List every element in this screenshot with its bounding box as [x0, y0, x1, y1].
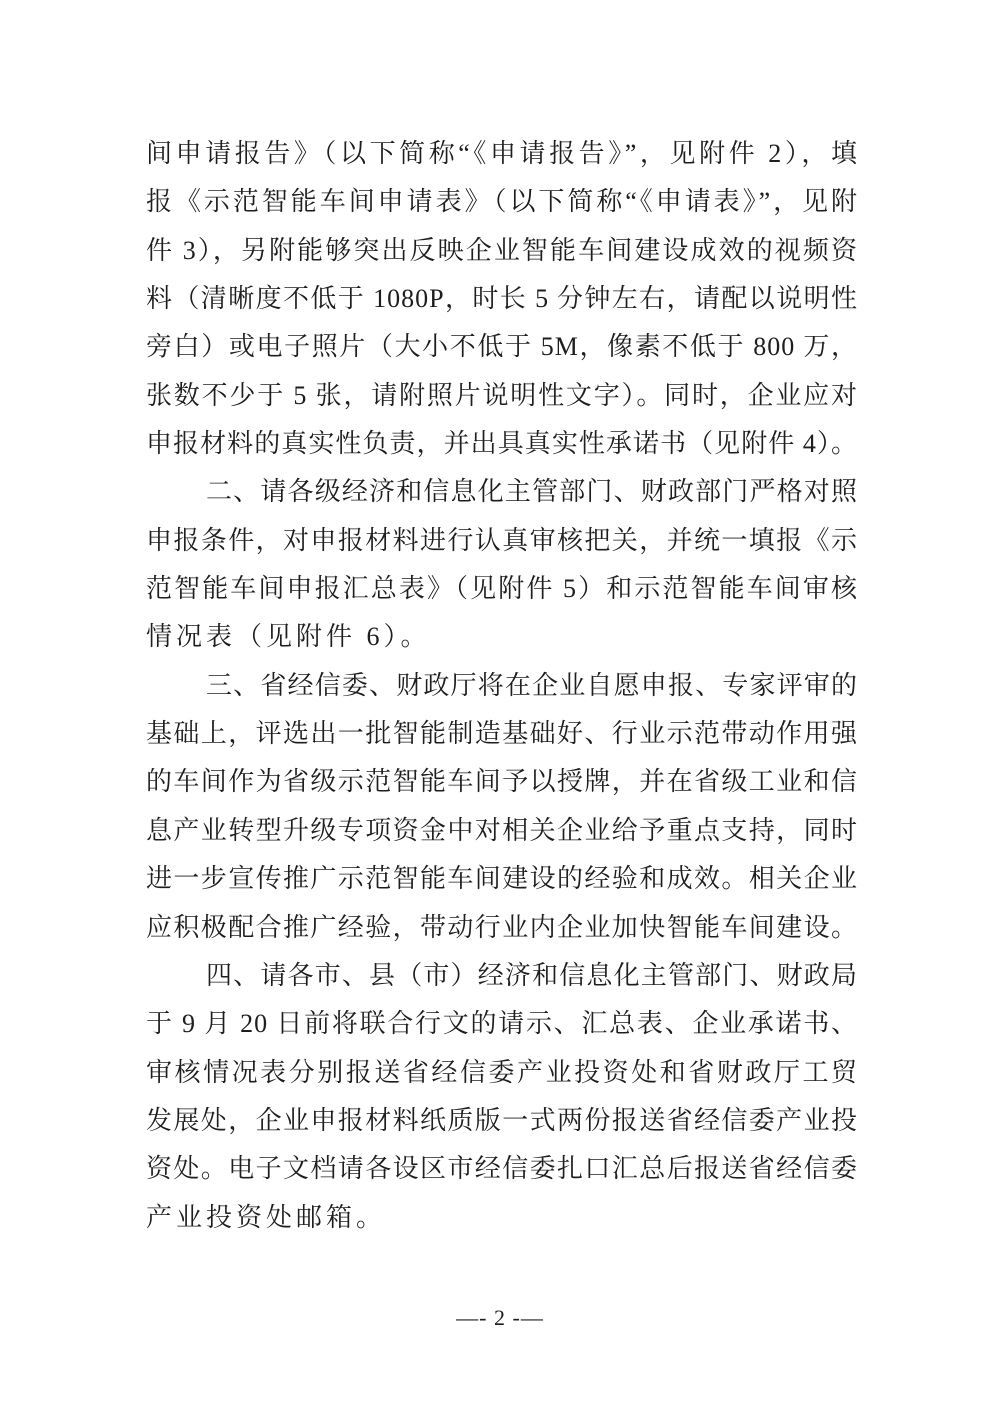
- text-line: 应积极配合推广经验，带动行业内企业加快智能车间建设。: [146, 912, 858, 942]
- paragraph-end-line: 情况表（见附件 6）。: [146, 622, 431, 652]
- text-line: 旁白）或电子照片（大小不低于 5M，像素不低于 800 万，: [146, 332, 858, 362]
- text-line: 资处。电子文档请各设区市经信委扎口汇总后报送省经信委: [146, 1154, 858, 1184]
- document-body: [146, 130, 858, 1242]
- text-line: 件 3），另附能够突出反映企业智能车间建设成效的视频资: [146, 235, 858, 265]
- text-line: 报《示范智能车间申请表》（以下简称“《申请表》”，见附: [146, 187, 858, 217]
- text-line: 基础上，评选出一批智能制造基础好、行业示范带动作用强: [146, 719, 858, 749]
- paragraph-end-line: 产业投资处邮箱。: [146, 1202, 387, 1232]
- text-line: 申报材料的真实性负责，并出具真实性承诺书（见附件 4）。: [146, 429, 858, 459]
- page-number: —- 2 -—: [456, 1305, 544, 1330]
- text-line: 张数不少于 5 张，请附照片说明性文字）。同时，企业应对: [146, 380, 858, 410]
- text-line: 的车间作为省级示范智能车间予以授牌，并在省级工业和信: [146, 767, 858, 797]
- text-line: 申报条件，对申报材料进行认真审核把关，并统一填报《示: [146, 525, 858, 555]
- text-line: 间申请报告》（以下简称“《申请报告》”，见附件 2），填: [146, 139, 858, 168]
- text-line: 息产业转型升级专项资金中对相关企业给予重点支持，同时: [146, 815, 858, 845]
- paragraph-start-line-3: 三、省经信委、财政厅将在企业自愿申报、专家评审的: [206, 670, 858, 700]
- text-line: 发展处，企业申报材料纸质版一式两份报送省经信委产业投: [146, 1105, 858, 1135]
- text-line: 于 9 月 20 日前将联合行文的请示、汇总表、企业承诺书、: [146, 1009, 858, 1039]
- text-line: 审核情况表分别报送省经信委产业投资处和省财政厅工贸: [146, 1057, 858, 1087]
- paragraph-start-line-4: 四、请各市、县（市）经济和信息化主管部门、财政局: [206, 960, 858, 990]
- paragraph-start-line-2: 二、请各级经济和信息化主管部门、财政部门严格对照: [206, 477, 858, 507]
- text-line: 范智能车间申报汇总表》（见附件 5）和示范智能车间审核: [146, 574, 858, 604]
- text-line: 料（清晰度不低于 1080P，时长 5 分钟左右，请配以说明性: [146, 284, 858, 314]
- text-line: 进一步宣传推广示范智能车间建设的经验和成效。相关企业: [146, 864, 858, 894]
